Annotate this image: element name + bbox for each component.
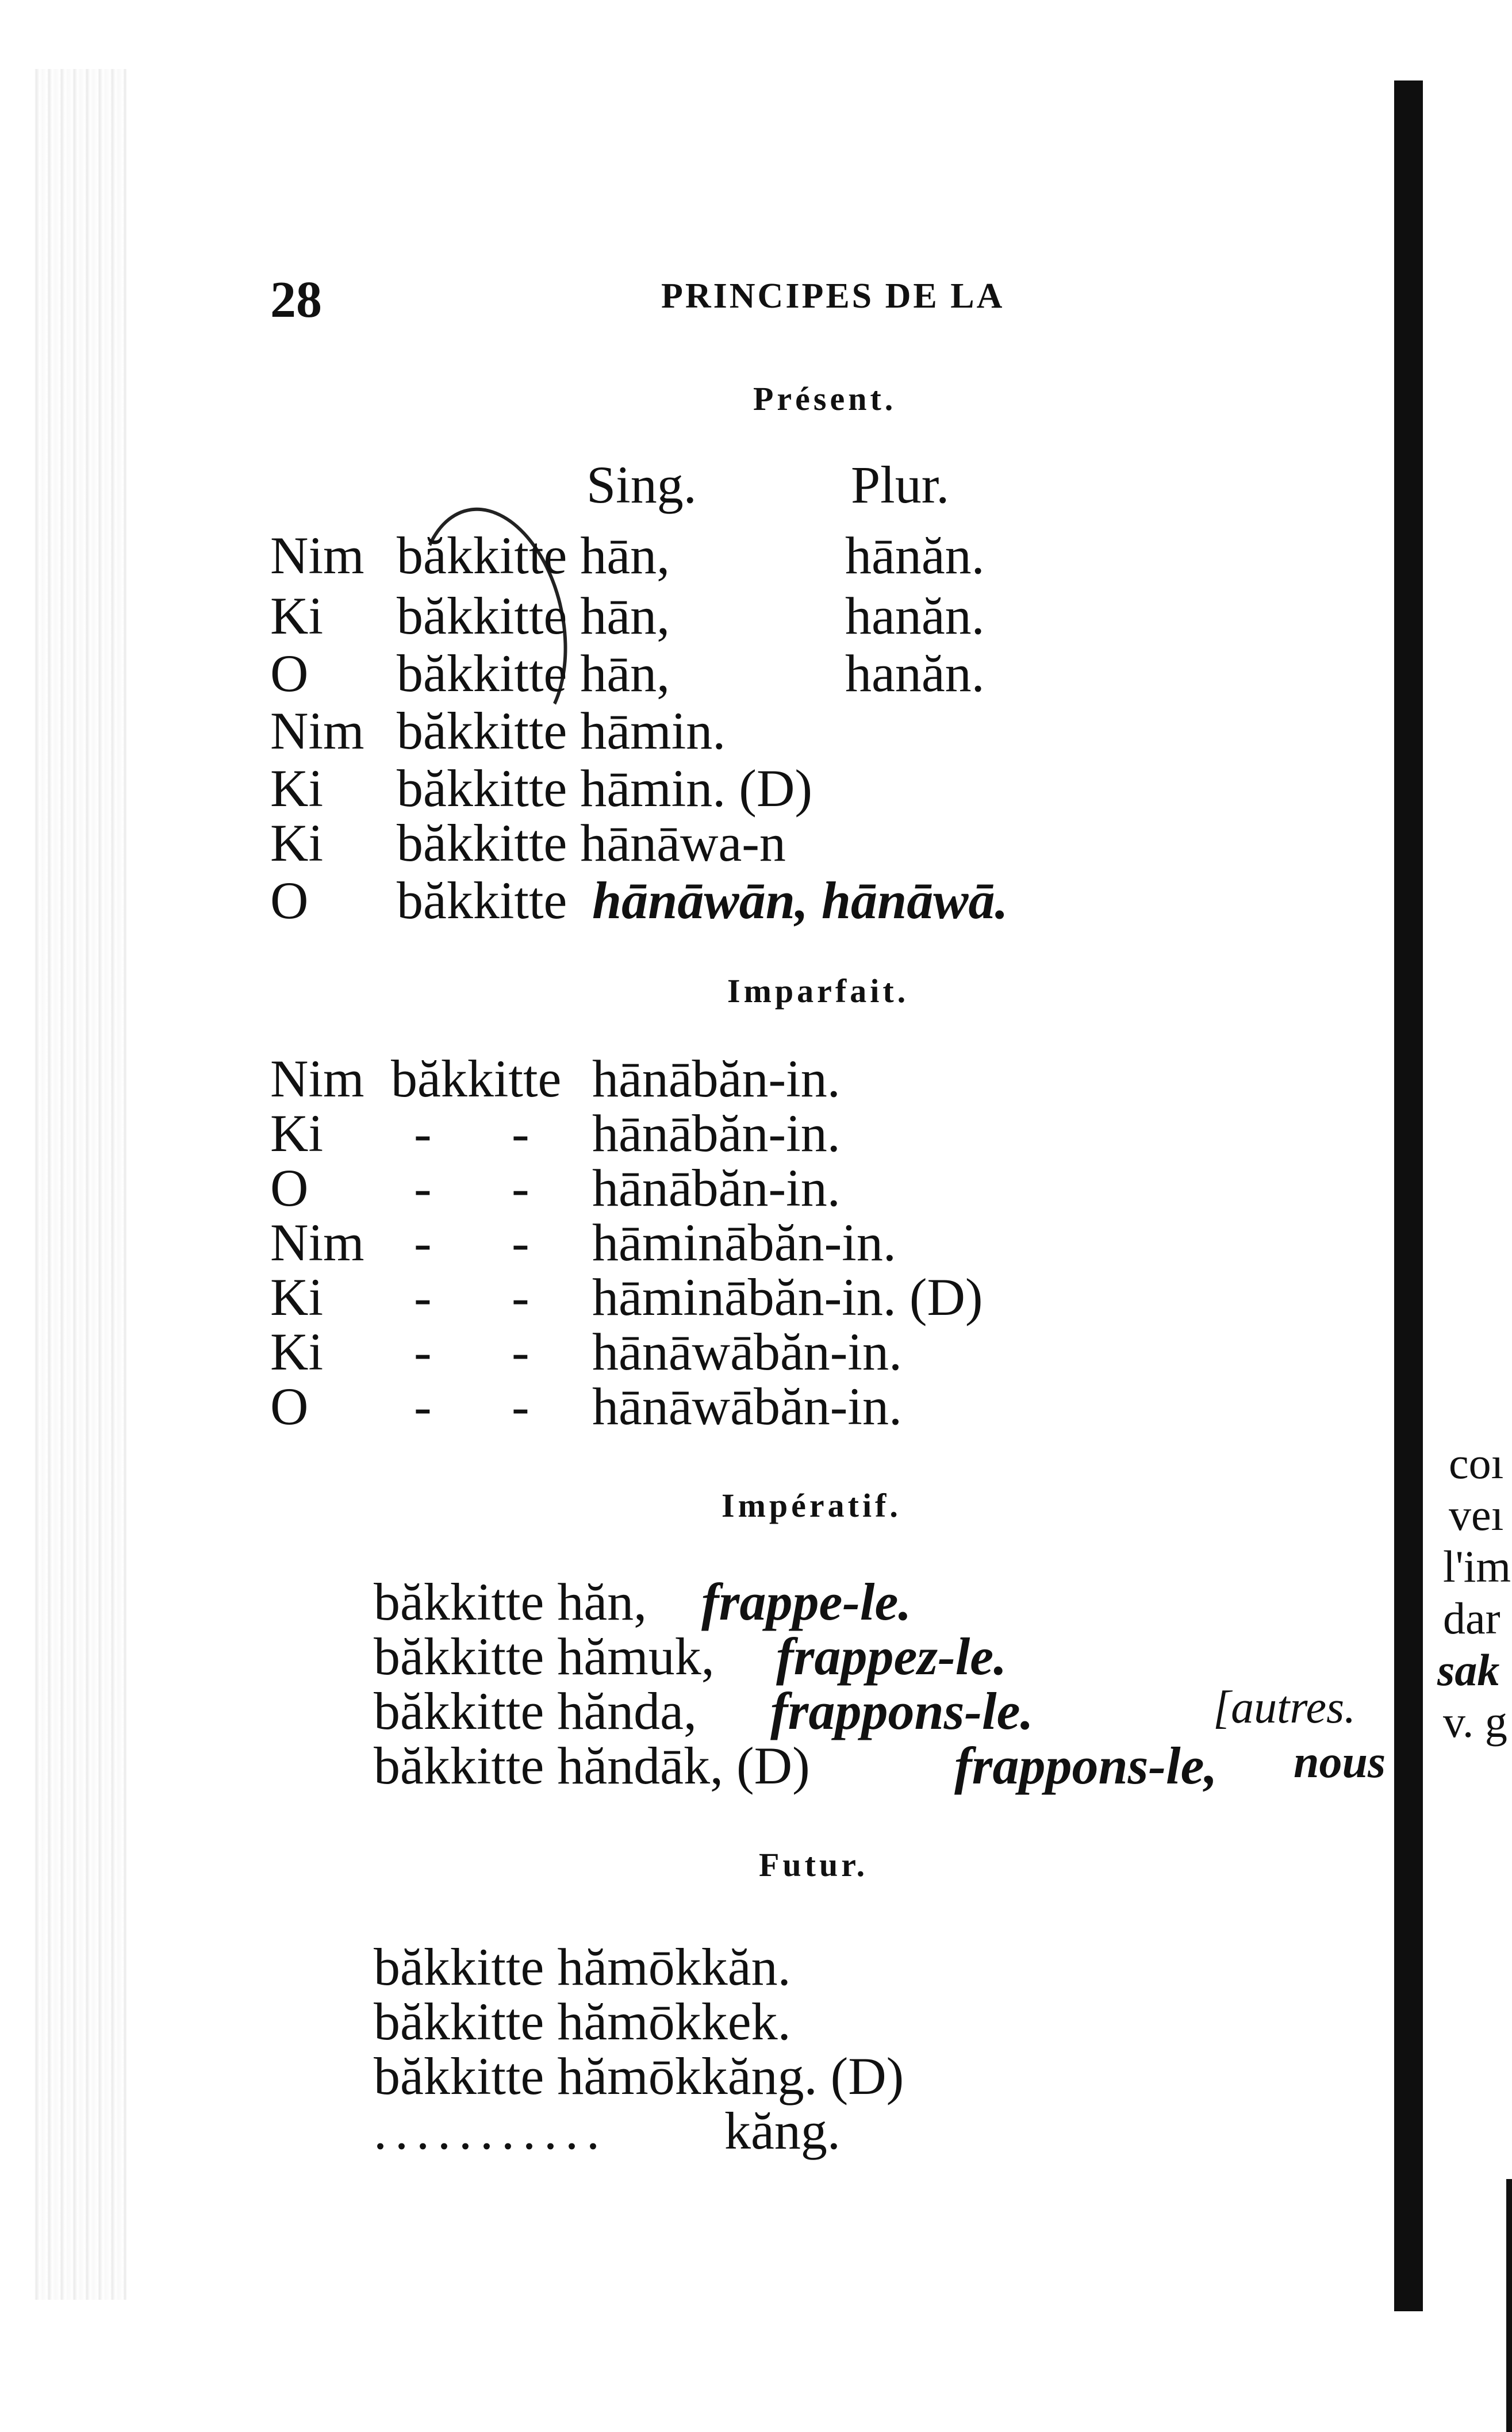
- facing-page-fragment: coı: [1449, 1438, 1504, 1488]
- verb-form: hānābăn-in.: [592, 1049, 841, 1108]
- continuation-note: nous: [1294, 1737, 1386, 1787]
- verb-form: hāminābăn-in. (D): [592, 1268, 983, 1326]
- verb-form: hānāwābăn-in.: [592, 1322, 902, 1381]
- leader-dots: ...........: [374, 2101, 608, 2160]
- facing-page-fragment: dar: [1443, 1593, 1501, 1643]
- section-title-present: Présent.: [753, 380, 897, 417]
- facing-page-fragment: veı: [1449, 1490, 1504, 1540]
- section-title-imperatif: Impératif.: [722, 1487, 901, 1524]
- plural-form: hanăn.: [845, 586, 985, 645]
- pronoun: Nim: [270, 701, 364, 760]
- pronoun: O: [270, 871, 309, 930]
- verb-form: băkkitte hāmin.: [397, 701, 726, 760]
- pronoun: Ki: [270, 1104, 323, 1163]
- french-gloss: frappez-le.: [776, 1627, 1007, 1686]
- verb-form: kăng.: [724, 2101, 841, 2160]
- imperatif-row: [374, 1682, 1356, 1740]
- continuation-note: [autres.: [1213, 1682, 1356, 1733]
- pronoun: Ki: [270, 759, 323, 818]
- verb-form: băkkitte hănda,: [374, 1682, 697, 1740]
- page-number: 28: [270, 271, 322, 328]
- verb-form: băkkitte hăn,: [374, 1572, 647, 1631]
- facing-page-fragment: sak: [1437, 1645, 1500, 1695]
- dash: -: [414, 1213, 432, 1272]
- dash: -: [414, 1104, 432, 1163]
- verb-form: băkkitte hān,: [397, 526, 670, 585]
- dash: -: [512, 1322, 529, 1381]
- verb-form: băkkitte hān,: [397, 586, 670, 645]
- dash: -: [512, 1268, 529, 1326]
- verb-form: băkkitte hānāwa-n: [397, 814, 786, 872]
- pronoun: Nim: [270, 526, 364, 585]
- dash: -: [414, 1268, 432, 1326]
- pronoun: Ki: [270, 814, 323, 872]
- verb-form: băkkitte hămuk,: [374, 1627, 715, 1686]
- french-gloss: frappons-le,: [954, 1736, 1218, 1795]
- pronoun: Ki: [270, 586, 323, 645]
- pronoun: O: [270, 1377, 309, 1436]
- pronoun: O: [270, 644, 309, 703]
- verb-form: hānābăn-in.: [592, 1104, 841, 1163]
- pronoun: Ki: [270, 1268, 323, 1326]
- plural-form: hanăn.: [845, 644, 985, 703]
- verb-form: hānābăn-in.: [592, 1159, 841, 1217]
- imperatif-row: [374, 1572, 912, 1631]
- futur-row: băkkitte hămōkkăn.: [374, 1938, 791, 1996]
- dash: -: [414, 1377, 432, 1436]
- pronoun: Nim: [270, 1049, 364, 1108]
- scan-edge-noise: [34, 69, 126, 2300]
- imperatif-row: [374, 1627, 1007, 1686]
- futur-row: [374, 2101, 841, 2160]
- section-title-imparfait: Imparfait.: [727, 972, 909, 1010]
- book-spine-shadow: [1394, 80, 1423, 2311]
- dash: -: [512, 1377, 529, 1436]
- facing-page-fragment: v. g: [1443, 1697, 1507, 1747]
- verb-form: băkkitte hān,: [397, 644, 670, 703]
- section-title-futur: Futur.: [759, 1846, 869, 1884]
- pronoun: Nim: [270, 1213, 364, 1272]
- verb-lead: băkkitte: [391, 1049, 562, 1108]
- verb-form-italic: hānāwān, hānāwā.: [592, 871, 1008, 930]
- dash: -: [512, 1159, 529, 1217]
- futur-row: băkkitte hămōkkăng. (D): [374, 2047, 904, 2105]
- french-gloss: frappons-le.: [770, 1682, 1034, 1740]
- verb-form: băkkitte hăndāk, (D): [374, 1736, 810, 1795]
- verb-form: băkkitte hāmin. (D): [397, 759, 813, 818]
- pronoun: O: [270, 1159, 309, 1217]
- imperatif-row: [374, 1736, 1386, 1795]
- dash: -: [414, 1322, 432, 1381]
- verb-form: băkkitte: [397, 871, 567, 930]
- facing-page-fragment: l'im: [1443, 1541, 1511, 1591]
- page-edge: [1506, 2179, 1512, 2432]
- verb-form: hāminābăn-in.: [592, 1213, 896, 1272]
- running-title: PRINCIPES DE LA: [661, 277, 1005, 316]
- verb-form: hānāwābăn-in.: [592, 1377, 902, 1436]
- pronoun: Ki: [270, 1322, 323, 1381]
- dash: -: [512, 1104, 529, 1163]
- dash: -: [414, 1159, 432, 1217]
- french-gloss: frappe-le.: [701, 1572, 912, 1631]
- dash: -: [512, 1213, 529, 1272]
- column-header-plur: Plur.: [851, 455, 950, 514]
- futur-row: băkkitte hămōkkek.: [374, 1992, 791, 2051]
- plural-form: hānăn.: [845, 526, 985, 585]
- column-header-sing: Sing.: [586, 455, 697, 514]
